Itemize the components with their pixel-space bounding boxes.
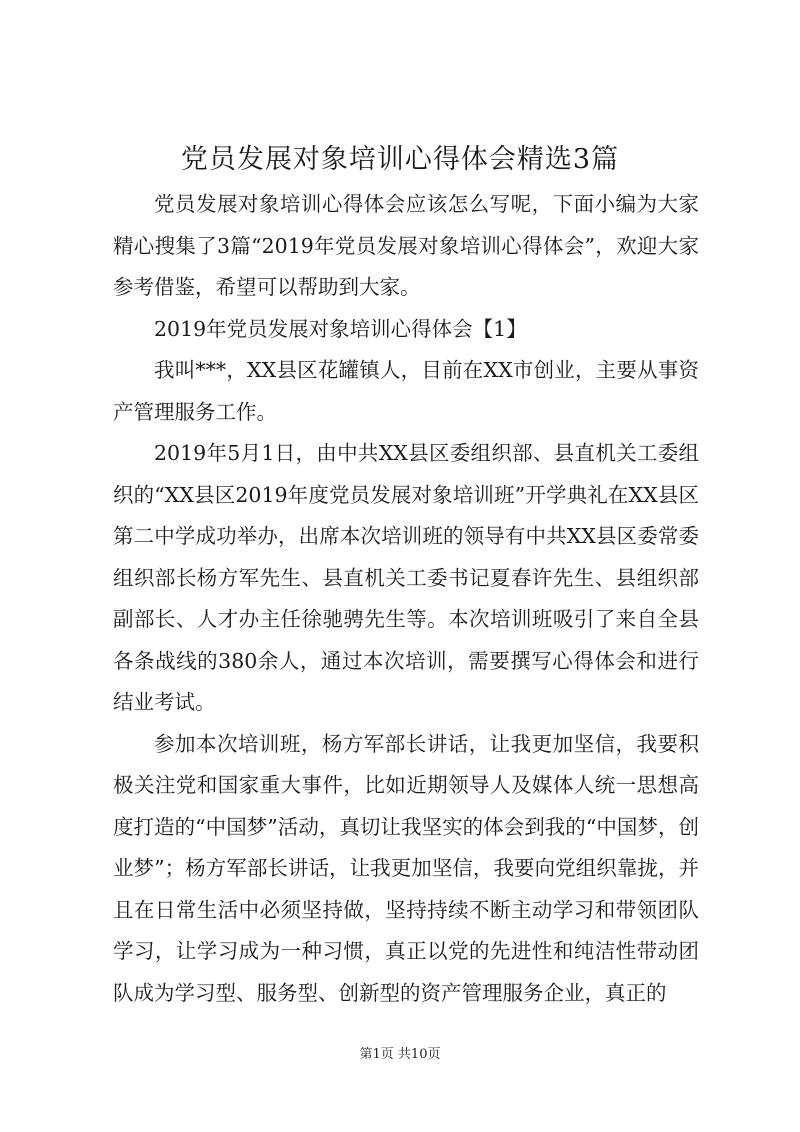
section-heading: 2019年党员发展对象培训心得体会【1】 xyxy=(154,316,527,341)
body-paragraph: 2019年5月1日，由中共XX县区委组织部、县直机关工委组织的“XX县区2019年度党员发展对象培训班”开学典礼在XX县区第二中学成功举办，出席本次培训班的领导有中共XX县区委常委组织部长杨方军先生、县直机关工委书记夏春许先生、县组织部副部长、人才办主任徐驰骋先生等。本次培训班吸引了来自全县各条战线的380余人，通过本次培训，需要撰写心得体会和进行结业考试。 xyxy=(113,441,699,714)
body-paragraph: 我叫***，XX县区花罐镇人，目前在XX市创业，主要从事资产管理服务工作。 xyxy=(113,358,699,424)
intro-paragraph: 党员发展对象培训心得体会应该怎么写呢，下面小编为大家精心搜集了3篇“2019年党员发展对象培训心得体会”，欢迎大家参考借鉴，希望可以帮助到大家。 xyxy=(113,192,699,299)
body-paragraph: 参加本次培训班，杨方军部长讲话，让我更加坚信，我要积极关注党和国家重大事件，比如近期领导人及媒体人统一思想高度打造的“中国梦”活动，真切让我坚实的体会到我的“中国梦，创业梦”；杨方军部长讲话，让我更加坚信，我要向党组织靠拢，并且在日常生活中必须坚持做，坚持持续不断主动学习和带领团队学习，让学习成为一种习惯，真正以党的先进性和纯洁性带动团队成为学习型、服务型、创新型的资产管理服务企业，真正的 xyxy=(113,731,699,1005)
page-footer: 第1页 共10页 xyxy=(359,1047,441,1062)
document-title: 党员发展对象培训心得体会精选3篇 xyxy=(180,144,620,175)
document-body xyxy=(113,184,699,1014)
